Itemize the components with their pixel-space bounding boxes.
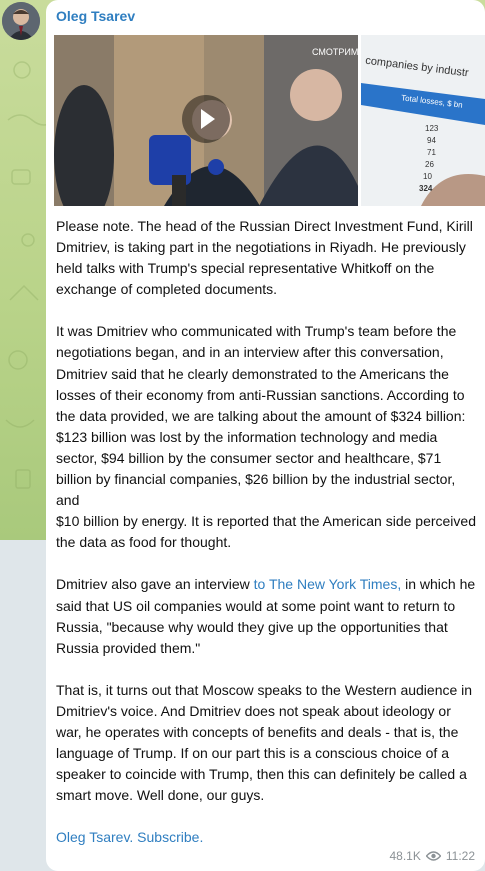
photo-value: 123 <box>425 124 439 133</box>
paragraph-text: in which he said that US oil companies would at some point want to return to Russia, "because why would they give up the opportunities that Russia provided them." <box>56 576 476 656</box>
photo-value: 324 <box>419 184 433 193</box>
photo-thumbnail[interactable] <box>361 35 485 206</box>
message-meta <box>390 849 476 863</box>
message-bubble <box>46 0 485 871</box>
subscribe-link[interactable]: Oleg Tsarev. Subscribe. <box>56 829 204 846</box>
photo-value: 94 <box>427 136 436 145</box>
photo-value: 26 <box>425 160 434 169</box>
play-icon[interactable] <box>182 95 230 143</box>
eye-icon <box>426 851 441 861</box>
channel-name[interactable]: Oleg Tsarev <box>56 8 136 24</box>
video-thumbnail[interactable] <box>54 35 358 206</box>
paragraph: $10 billion by energy. It is reported that the American side perceived the data as food for thought. <box>56 513 476 551</box>
message-time: 11:22 <box>445 849 475 863</box>
background-doodles <box>0 0 52 536</box>
video-watermark: СМОТРИМ <box>312 47 358 57</box>
photo-subheader: Total losses, $ bn <box>400 93 464 110</box>
photo-header: companies by industr <box>364 54 470 80</box>
avatar-image <box>2 2 40 40</box>
view-count: 48.1K <box>389 849 421 863</box>
message-text <box>56 216 480 848</box>
photo-value: 10 <box>423 172 432 181</box>
paragraph <box>56 574 480 658</box>
paragraph: That is, it turns out that Moscow speaks to the Western audience in Dmitriev's voice. And Dmitriev does not speak about ideology or war, he operates with concepts of benefits and deals - that is, the language of Trump. If on our part this is a conscious choice of a speaker to coincide with Trump, then this can definitely be called a smart move. Well done, our guys. <box>56 681 473 804</box>
paragraph: It was Dmitriev who communicated with Trump's team before the negotiations began, and in an interview after this conversation, Dmitriev said that he clearly demonstrated to the Americans the losses of their economy from anti-Russian sanctions. According to the data provided, we are talking about the amount of $324 billion: $123 billion was lost by the information technology and media sector, $94 billion by the consumer sector and healthcare, $71 billion by financial companies, $26 billion by the industrial sector, and <box>56 323 466 509</box>
media-album <box>54 35 485 206</box>
nyt-link[interactable]: to The New York Times, <box>253 576 402 593</box>
paragraph: Please note. The head of the Russian Direct Investment Fund, Kirill Dmitriev, is taking part in the negotiations in Riyadh. He previously held talks with Trump's special representative Whitkoff on the exchange of completed documents. <box>56 218 473 298</box>
photo-value: 71 <box>427 148 436 157</box>
paragraph-text: Dmitriev also gave an interview <box>56 576 254 593</box>
channel-avatar[interactable] <box>2 2 40 40</box>
